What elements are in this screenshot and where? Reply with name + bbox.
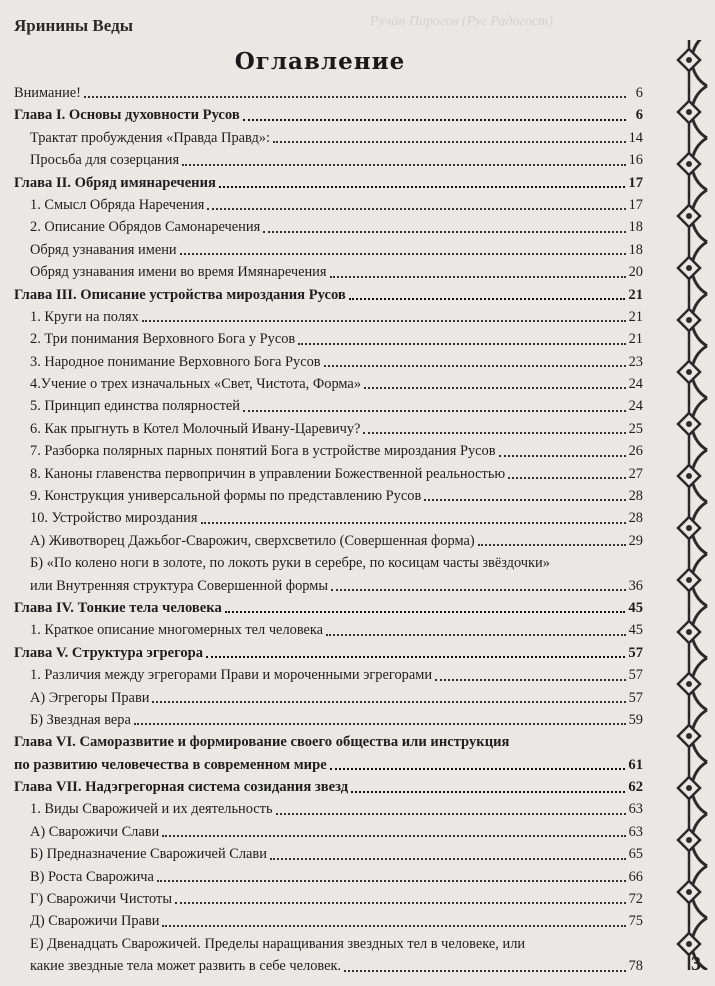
toc-entry-title: Трактат пробуждения «Правда Правд»: xyxy=(30,129,270,146)
toc-page-number: 61 xyxy=(628,756,643,773)
dot-leader xyxy=(175,902,626,904)
dot-leader xyxy=(344,970,626,972)
toc-page-number: 17 xyxy=(628,196,643,213)
toc-entry-line: Глава VI. Саморазвитие и формирование своего общества или инструкция xyxy=(14,734,510,751)
ornament-dot xyxy=(686,941,692,947)
ornament-dot xyxy=(686,421,692,427)
dot-leader xyxy=(225,611,626,613)
toc-entry-title: Глава V. Структура эгрегора xyxy=(14,644,204,661)
ornament-dot xyxy=(686,473,692,479)
toc-entry xyxy=(14,373,643,395)
toc-entry xyxy=(14,619,643,641)
dot-leader xyxy=(349,298,626,300)
toc-chapter xyxy=(14,172,643,194)
toc-page-number: 57 xyxy=(628,689,643,706)
toc-entry xyxy=(14,328,643,350)
dot-leader xyxy=(162,835,625,837)
toc-entry xyxy=(14,440,643,462)
dot-leader xyxy=(201,522,626,524)
toc-entry xyxy=(14,843,643,865)
dot-leader xyxy=(206,656,625,658)
dot-leader xyxy=(508,477,625,479)
dot-leader xyxy=(243,410,626,412)
toc-entry xyxy=(14,216,643,238)
ornament-dot xyxy=(686,57,692,63)
toc-entry-line: Б) «По колено ноги в золоте, по локоть руки в серебре, по косицам часты звёздочки» xyxy=(30,555,550,572)
toc-entry xyxy=(14,194,643,216)
toc-page-number: 21 xyxy=(628,286,643,303)
toc-page-number: 6 xyxy=(635,84,643,101)
toc-entry xyxy=(14,910,643,932)
toc-page-number: 21 xyxy=(628,331,643,348)
dot-leader xyxy=(84,96,626,98)
toc-page-number: 25 xyxy=(628,420,643,437)
toc-entry-title: 1. Смысл Обряда Наречения xyxy=(30,196,205,213)
toc-entry-title: 1. Различия между эгрегорами Прави и мороченными эгрегорами xyxy=(30,667,433,684)
toc-page-number: 23 xyxy=(628,353,643,370)
toc-chapter xyxy=(14,754,643,776)
dot-leader xyxy=(152,701,625,703)
toc-entry-title: Глава III. Описание устройства мироздания Русов xyxy=(14,286,346,303)
toc-entry xyxy=(14,395,643,417)
ornament-dot xyxy=(686,681,692,687)
dot-leader xyxy=(270,858,626,860)
toc-page-number: 72 xyxy=(628,891,643,908)
toc-entry-title: Глава II. Обряд имянаречения xyxy=(14,174,216,191)
toc-page-number: 17 xyxy=(628,174,643,191)
toc-entry xyxy=(14,485,643,507)
toc-entry-line: Е) Двенадцать Сварожичей. Пределы наращивания звездных тел в человеке, или xyxy=(30,935,526,952)
toc-entry-title: или Внутренняя структура Совершенной формы xyxy=(30,577,329,594)
toc-chapter xyxy=(14,104,643,126)
toc-page-number: 27 xyxy=(628,465,643,482)
dot-leader xyxy=(326,634,626,636)
toc-page-number: 28 xyxy=(628,488,643,505)
toc-entry-title: А) Эгрегоры Прави xyxy=(30,689,150,706)
dot-leader xyxy=(478,544,626,546)
toc-entry-title: Глава VII. Надэгрегорная система созидания звезд xyxy=(14,779,349,796)
dot-leader xyxy=(162,925,625,927)
dot-leader xyxy=(180,253,626,255)
toc-page-number: 18 xyxy=(628,241,643,258)
toc-entry-title: Обряд узнавания имени во время Имянаречения xyxy=(30,264,327,281)
toc-page-number: 14 xyxy=(628,129,643,146)
toc-chapter xyxy=(14,284,643,306)
toc-entry-title: 10. Устройство мироздания xyxy=(30,510,198,527)
toc-entry-title: Глава I. Основы духовности Русов xyxy=(14,107,240,124)
toc-page-number: 20 xyxy=(628,264,643,281)
ornament-dot xyxy=(686,213,692,219)
toc-entry xyxy=(14,149,643,171)
toc-entry-title: 2. Описание Обрядов Самонаречения xyxy=(30,219,261,236)
toc-page-number: 26 xyxy=(628,443,643,460)
ornament-dot xyxy=(686,265,692,271)
toc-entry-title: Б) Звездная вера xyxy=(30,711,131,728)
toc-page-number: 66 xyxy=(628,868,643,885)
toc-entry-title: Г) Сварожичи Чистоты xyxy=(30,891,173,908)
toc-entry xyxy=(14,530,643,552)
toc-page-number: 45 xyxy=(628,622,643,639)
toc-page-number: 59 xyxy=(628,711,643,728)
toc-page-number: 24 xyxy=(628,398,643,415)
dot-leader xyxy=(219,186,626,188)
toc-entry xyxy=(14,799,643,821)
ornament-dot xyxy=(686,369,692,375)
toc-entry xyxy=(14,687,643,709)
table-of-contents xyxy=(14,82,643,978)
bleed-through-text: Ручан Пирогов (Руг Радогост) xyxy=(370,14,553,29)
toc-entry xyxy=(14,866,643,888)
running-head: Яринины Веды xyxy=(14,16,133,35)
dot-leader xyxy=(331,589,626,591)
toc-page-number: 16 xyxy=(628,152,643,169)
toc-page-number: 18 xyxy=(628,219,643,236)
toc-entry xyxy=(14,507,643,529)
dot-leader xyxy=(363,432,625,434)
dot-leader xyxy=(330,768,626,770)
toc-page-number: 63 xyxy=(628,823,643,840)
ornament-dot xyxy=(686,785,692,791)
toc-page-number: 63 xyxy=(628,801,643,818)
toc-entry xyxy=(14,575,643,597)
ornament-dot xyxy=(686,109,692,115)
dot-leader xyxy=(298,343,625,345)
toc-entry xyxy=(14,888,643,910)
toc-entry xyxy=(14,82,643,104)
toc-entry-title: 5. Принцип единства полярностей xyxy=(30,398,240,415)
dot-leader xyxy=(364,387,626,389)
dot-leader xyxy=(142,320,626,322)
toc-page-number: 65 xyxy=(628,846,643,863)
toc-title: Оглавление xyxy=(234,48,406,75)
toc-entry xyxy=(14,351,643,373)
toc-entry xyxy=(14,821,643,843)
dot-leader xyxy=(351,791,625,793)
toc-entry-title: А) Сварожичи Слави xyxy=(30,823,160,840)
toc-entry-title: Обряд узнавания имени xyxy=(30,241,177,258)
toc-entry-title: 3. Народное понимание Верховного Бога Русов xyxy=(30,353,321,370)
toc-page-number: 24 xyxy=(628,376,643,393)
ornament-dot xyxy=(686,161,692,167)
toc-page-number: 78 xyxy=(628,958,643,975)
toc-entry xyxy=(14,463,643,485)
dot-leader xyxy=(134,723,626,725)
toc-entry-title: какие звездные тела может развить в себе человек. xyxy=(30,958,342,975)
toc-entry-title: Д) Сварожичи Прави xyxy=(30,913,160,930)
page-number: 3 xyxy=(691,953,701,975)
toc-page-number: 62 xyxy=(628,779,643,796)
dot-leader xyxy=(243,119,626,121)
toc-entry-title: 8. Каноны главенства первопричин в управлении Божественной реальностью xyxy=(30,465,506,482)
toc-page-number: 28 xyxy=(628,510,643,527)
toc-entry-title: 9. Конструкция универсальной формы по представлению Русов xyxy=(30,488,422,505)
toc-entry-title: Глава IV. Тонкие тела человека xyxy=(14,599,222,616)
ornament-dot xyxy=(686,837,692,843)
toc-page-number: 29 xyxy=(628,532,643,549)
toc-entry-title: 1. Краткое описание многомерных тел человека xyxy=(30,622,324,639)
toc-entry-title: Б) Предназначение Сварожичей Слави xyxy=(30,846,267,863)
toc-entry-title: 6. Как прыгнуть в Котел Молочный Ивану-Царевичу? xyxy=(30,420,361,437)
dot-leader xyxy=(157,880,626,882)
ornament-dot xyxy=(686,889,692,895)
toc-page-number: 45 xyxy=(628,599,643,616)
toc-entry xyxy=(14,664,643,686)
toc-entry xyxy=(14,239,643,261)
toc-entry-title: 7. Разборка полярных парных понятий Бога в устройстве мироздания Русов xyxy=(30,443,496,460)
toc-entry-title: 2. Три понимания Верховного Бога у Русов xyxy=(30,331,296,348)
dot-leader xyxy=(182,164,626,166)
toc-entry xyxy=(14,418,643,440)
toc-page-number: 57 xyxy=(628,667,643,684)
ornament-dot xyxy=(686,629,692,635)
toc-page-number: 36 xyxy=(628,577,643,594)
dot-leader xyxy=(263,231,625,233)
ornament-dot xyxy=(686,577,692,583)
dot-leader xyxy=(207,208,625,210)
toc-entry xyxy=(14,306,643,328)
slavic-ornament-border xyxy=(645,40,715,970)
toc-entry-title: 1. Виды Сварожичей и их деятельность xyxy=(30,801,273,818)
toc-entry-title: 1. Круги на полях xyxy=(30,308,139,325)
ornament-dot xyxy=(686,733,692,739)
toc-entry-title: Внимание! xyxy=(14,84,81,101)
ornament-dot xyxy=(686,317,692,323)
dot-leader xyxy=(499,455,626,457)
toc-entry-title: 4.Учение о трех изначальных «Свет, Чистота, Форма» xyxy=(30,376,362,393)
toc-entry xyxy=(14,955,643,977)
dot-leader xyxy=(424,499,625,501)
toc-page-number: 21 xyxy=(628,308,643,325)
toc-entry xyxy=(14,261,643,283)
toc-entry xyxy=(14,127,643,149)
dot-leader xyxy=(435,679,626,681)
toc-entry xyxy=(14,709,643,731)
toc-entry-title: Просьба для созерцания xyxy=(30,152,180,169)
dot-leader xyxy=(330,276,626,278)
toc-entry-title: по развитию человечества в современном мире xyxy=(14,756,327,773)
ornament-dot xyxy=(686,525,692,531)
dot-leader xyxy=(276,813,626,815)
toc-entry-title: А) Животворец Дажьбог-Сварожич, сверхсветило (Совершенная форма) xyxy=(30,532,475,549)
dot-leader xyxy=(273,141,626,143)
toc-page-number: 75 xyxy=(628,913,643,930)
toc-entry-title: В) Роста Сварожича xyxy=(30,868,154,885)
toc-chapter xyxy=(14,776,643,798)
toc-chapter xyxy=(14,642,643,664)
toc-page-number: 6 xyxy=(635,107,643,124)
toc-chapter xyxy=(14,597,643,619)
toc-page-number: 57 xyxy=(628,644,643,661)
dot-leader xyxy=(324,365,626,367)
